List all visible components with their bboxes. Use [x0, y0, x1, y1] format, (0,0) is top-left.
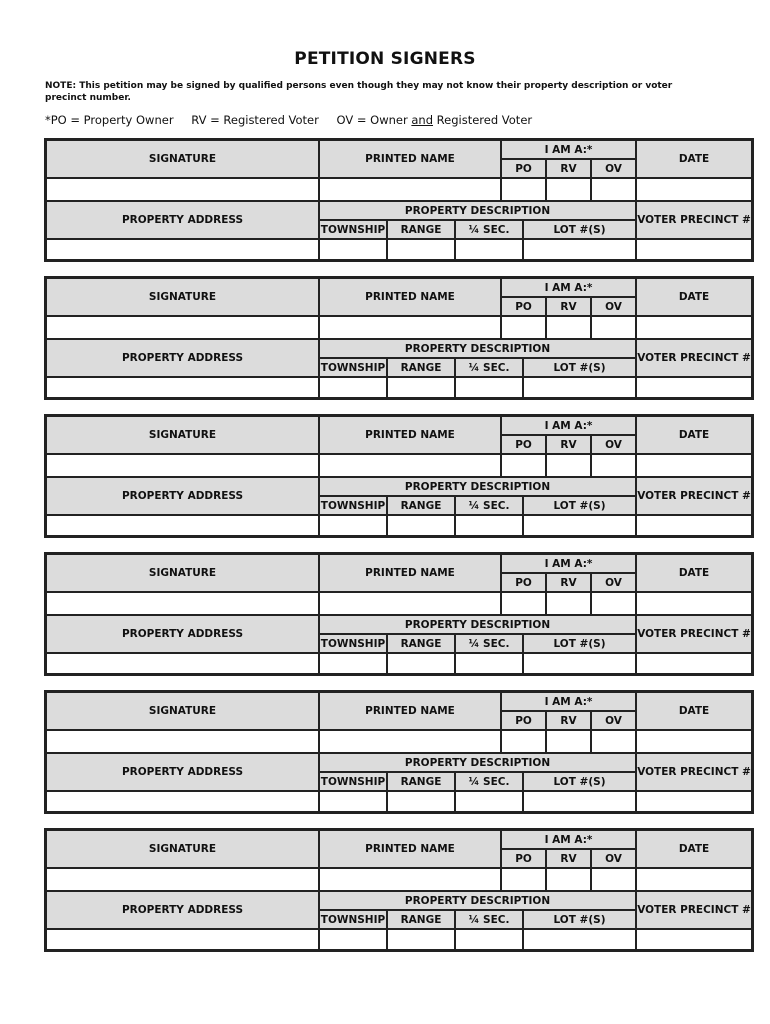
township-label: TOWNSHIP — [319, 772, 387, 791]
printed-name-label: PRINTED NAME — [319, 830, 501, 868]
voter-precinct-label: VOTER PRECINCT # — [636, 753, 752, 791]
voter-precinct-field[interactable] — [636, 515, 752, 536]
rv-checkbox[interactable] — [546, 730, 591, 753]
property-address-field[interactable] — [46, 239, 319, 260]
property-description-label: PROPERTY DESCRIPTION — [319, 201, 636, 220]
range-label: RANGE — [387, 496, 455, 515]
date-label: DATE — [636, 692, 752, 730]
printed-name-label: PRINTED NAME — [319, 692, 501, 730]
ov-checkbox[interactable] — [591, 730, 636, 753]
po-checkbox[interactable] — [501, 730, 546, 753]
property-address-field[interactable] — [46, 515, 319, 536]
printed-name-label: PRINTED NAME — [319, 278, 501, 316]
range-label: RANGE — [387, 772, 455, 791]
signature-label: SIGNATURE — [46, 692, 319, 730]
printed-name-label: PRINTED NAME — [319, 140, 501, 178]
township-label: TOWNSHIP — [319, 910, 387, 929]
property-address-label: PROPERTY ADDRESS — [46, 201, 319, 239]
printed-name-field[interactable] — [319, 178, 501, 201]
ov-checkbox[interactable] — [591, 454, 636, 477]
signer-type-legend — [45, 113, 532, 127]
po-label: PO — [501, 849, 546, 868]
property-address-field[interactable] — [46, 929, 319, 950]
quarter-section-label: ¼ SEC. — [455, 220, 523, 239]
rv-checkbox[interactable] — [546, 454, 591, 477]
po-checkbox[interactable] — [501, 868, 546, 891]
property-address-label: PROPERTY ADDRESS — [46, 753, 319, 791]
lots-label: LOT #(S) — [523, 220, 636, 239]
ov-label: OV — [591, 711, 636, 730]
date-field[interactable] — [636, 178, 752, 201]
legend-ov-prefix: OV = Owner — [336, 113, 412, 127]
ov-checkbox[interactable] — [591, 316, 636, 339]
voter-precinct-label: VOTER PRECINCT # — [636, 477, 752, 515]
voter-precinct-label: VOTER PRECINCT # — [636, 891, 752, 929]
date-field[interactable] — [636, 454, 752, 477]
signature-field[interactable] — [46, 730, 319, 753]
signature-field[interactable] — [46, 868, 319, 891]
voter-precinct-label: VOTER PRECINCT # — [636, 615, 752, 653]
quarter-section-label: ¼ SEC. — [455, 772, 523, 791]
date-field[interactable] — [636, 730, 752, 753]
quarter-section-field[interactable] — [455, 653, 523, 674]
lots-field[interactable] — [523, 515, 636, 536]
legend-ov-and: and — [411, 113, 434, 127]
signer-block — [44, 414, 754, 538]
township-label: TOWNSHIP — [319, 634, 387, 653]
i-am-a-label: I AM A:* — [501, 830, 636, 849]
rv-label: RV — [546, 849, 591, 868]
po-checkbox[interactable] — [501, 454, 546, 477]
signer-block — [44, 690, 754, 814]
voter-precinct-field[interactable] — [636, 653, 752, 674]
range-label: RANGE — [387, 910, 455, 929]
ov-label: OV — [591, 573, 636, 592]
date-label: DATE — [636, 554, 752, 592]
signature-label: SIGNATURE — [46, 416, 319, 454]
range-field[interactable] — [387, 929, 455, 950]
ov-label: OV — [591, 435, 636, 454]
printed-name-field[interactable] — [319, 316, 501, 339]
lots-label: LOT #(S) — [523, 634, 636, 653]
printed-name-field[interactable] — [319, 868, 501, 891]
legend-rv: RV = Registered Voter — [191, 113, 319, 127]
lots-label: LOT #(S) — [523, 910, 636, 929]
ov-label: OV — [591, 297, 636, 316]
range-field[interactable] — [387, 515, 455, 536]
rv-checkbox[interactable] — [546, 178, 591, 201]
range-label: RANGE — [387, 634, 455, 653]
voter-precinct-label: VOTER PRECINCT # — [636, 201, 752, 239]
rv-label: RV — [546, 711, 591, 730]
quarter-section-label: ¼ SEC. — [455, 910, 523, 929]
range-field[interactable] — [387, 377, 455, 398]
po-label: PO — [501, 159, 546, 178]
range-label: RANGE — [387, 220, 455, 239]
township-field[interactable] — [319, 653, 387, 674]
township-label: TOWNSHIP — [319, 358, 387, 377]
signer-block — [44, 276, 754, 400]
township-field[interactable] — [319, 791, 387, 812]
date-field[interactable] — [636, 592, 752, 615]
printed-name-field[interactable] — [319, 454, 501, 477]
po-checkbox[interactable] — [501, 316, 546, 339]
lots-label: LOT #(S) — [523, 772, 636, 791]
date-field[interactable] — [636, 868, 752, 891]
quarter-section-label: ¼ SEC. — [455, 358, 523, 377]
quarter-section-field[interactable] — [455, 515, 523, 536]
property-address-field[interactable] — [46, 791, 319, 812]
legend-po: *PO = Property Owner — [45, 113, 174, 127]
po-label: PO — [501, 573, 546, 592]
date-label: DATE — [636, 140, 752, 178]
quarter-section-field[interactable] — [455, 929, 523, 950]
rv-label: RV — [546, 435, 591, 454]
signer-block — [44, 828, 754, 952]
voter-precinct-field[interactable] — [636, 239, 752, 260]
signature-field[interactable] — [46, 454, 319, 477]
quarter-section-label: ¼ SEC. — [455, 634, 523, 653]
property-address-label: PROPERTY ADDRESS — [46, 339, 319, 377]
signature-field[interactable] — [46, 316, 319, 339]
property-description-label: PROPERTY DESCRIPTION — [319, 339, 636, 358]
date-label: DATE — [636, 830, 752, 868]
quarter-section-field[interactable] — [455, 239, 523, 260]
rv-checkbox[interactable] — [546, 868, 591, 891]
range-field[interactable] — [387, 653, 455, 674]
signature-label: SIGNATURE — [46, 830, 319, 868]
property-description-label: PROPERTY DESCRIPTION — [319, 477, 636, 496]
township-label: TOWNSHIP — [319, 220, 387, 239]
quarter-section-label: ¼ SEC. — [455, 496, 523, 515]
voter-precinct-field[interactable] — [636, 929, 752, 950]
signature-field[interactable] — [46, 592, 319, 615]
property-description-label: PROPERTY DESCRIPTION — [319, 891, 636, 910]
petition-note: NOTE: This petition may be signed by qualified persons even though they may not know their property description or voter precinct number. — [45, 81, 673, 103]
printed-name-label: PRINTED NAME — [319, 554, 501, 592]
i-am-a-label: I AM A:* — [501, 554, 636, 573]
date-label: DATE — [636, 278, 752, 316]
range-field[interactable] — [387, 239, 455, 260]
quarter-section-field[interactable] — [455, 791, 523, 812]
rv-label: RV — [546, 297, 591, 316]
voter-precinct-field[interactable] — [636, 791, 752, 812]
rv-checkbox[interactable] — [546, 592, 591, 615]
township-field[interactable] — [319, 929, 387, 950]
quarter-section-field[interactable] — [455, 377, 523, 398]
printed-name-field[interactable] — [319, 730, 501, 753]
property-address-label: PROPERTY ADDRESS — [46, 891, 319, 929]
ov-checkbox[interactable] — [591, 592, 636, 615]
rv-label: RV — [546, 159, 591, 178]
date-label: DATE — [636, 416, 752, 454]
signer-block — [44, 552, 754, 676]
township-field[interactable] — [319, 515, 387, 536]
lots-field[interactable] — [523, 653, 636, 674]
rv-checkbox[interactable] — [546, 316, 591, 339]
property-address-field[interactable] — [46, 653, 319, 674]
property-description-label: PROPERTY DESCRIPTION — [319, 753, 636, 772]
po-checkbox[interactable] — [501, 178, 546, 201]
signature-label: SIGNATURE — [46, 554, 319, 592]
range-field[interactable] — [387, 791, 455, 812]
voter-precinct-label: VOTER PRECINCT # — [636, 339, 752, 377]
i-am-a-label: I AM A:* — [501, 278, 636, 297]
page-title: PETITION SIGNERS — [294, 49, 476, 69]
property-description-label: PROPERTY DESCRIPTION — [319, 615, 636, 634]
i-am-a-label: I AM A:* — [501, 416, 636, 435]
lots-field[interactable] — [523, 239, 636, 260]
legend-ov — [337, 113, 533, 127]
legend-ov-suffix: Registered Voter — [433, 113, 533, 127]
township-field[interactable] — [319, 239, 387, 260]
voter-precinct-field[interactable] — [636, 377, 752, 398]
township-field[interactable] — [319, 377, 387, 398]
ov-checkbox[interactable] — [591, 178, 636, 201]
po-checkbox[interactable] — [501, 592, 546, 615]
printed-name-label: PRINTED NAME — [319, 416, 501, 454]
lots-field[interactable] — [523, 929, 636, 950]
range-label: RANGE — [387, 358, 455, 377]
ov-checkbox[interactable] — [591, 868, 636, 891]
date-field[interactable] — [636, 316, 752, 339]
property-address-label: PROPERTY ADDRESS — [46, 477, 319, 515]
lots-field[interactable] — [523, 791, 636, 812]
lots-label: LOT #(S) — [523, 358, 636, 377]
i-am-a-label: I AM A:* — [501, 692, 636, 711]
signature-label: SIGNATURE — [46, 140, 319, 178]
lots-label: LOT #(S) — [523, 496, 636, 515]
property-address-label: PROPERTY ADDRESS — [46, 615, 319, 653]
ov-label: OV — [591, 159, 636, 178]
i-am-a-label: I AM A:* — [501, 140, 636, 159]
signature-field[interactable] — [46, 178, 319, 201]
po-label: PO — [501, 435, 546, 454]
property-address-field[interactable] — [46, 377, 319, 398]
signature-label: SIGNATURE — [46, 278, 319, 316]
po-label: PO — [501, 711, 546, 730]
signer-block — [44, 138, 754, 262]
printed-name-field[interactable] — [319, 592, 501, 615]
po-label: PO — [501, 297, 546, 316]
lots-field[interactable] — [523, 377, 636, 398]
township-label: TOWNSHIP — [319, 496, 387, 515]
rv-label: RV — [546, 573, 591, 592]
ov-label: OV — [591, 849, 636, 868]
